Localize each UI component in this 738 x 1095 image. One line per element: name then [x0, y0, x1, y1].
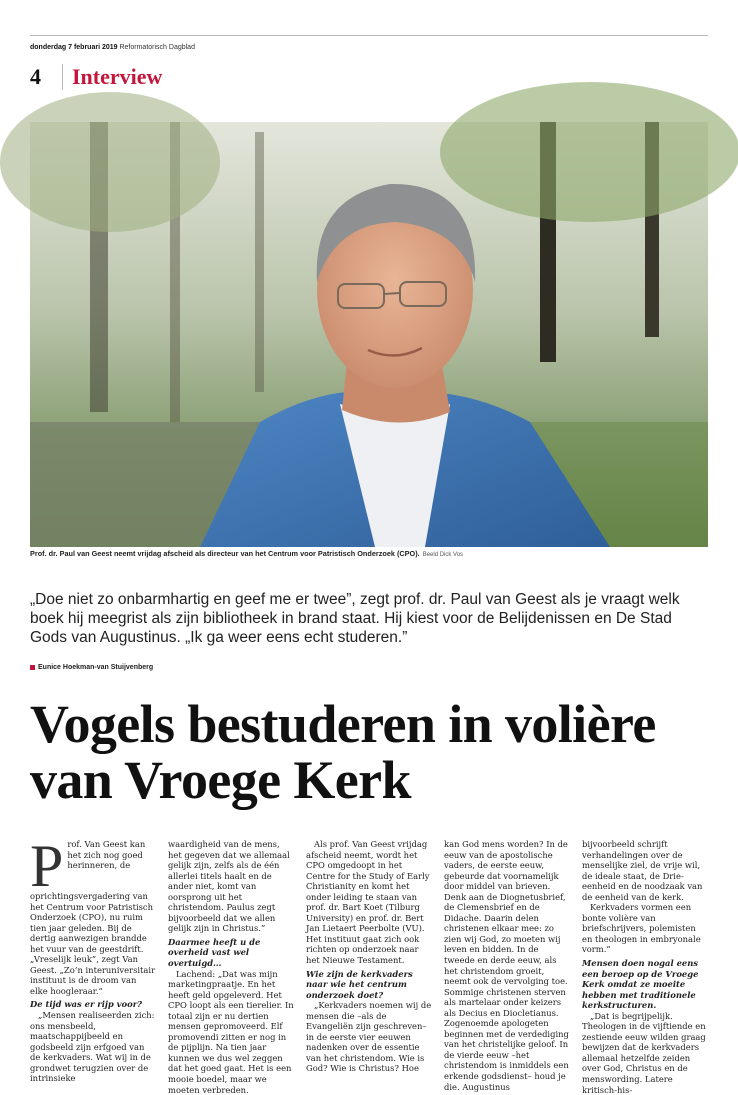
byline-marker [30, 665, 35, 670]
photo-caption [30, 549, 708, 558]
issue-date: donderdag 7 februari 2019 [30, 44, 118, 51]
portrait-illustration [30, 122, 708, 547]
top-rule [30, 35, 708, 36]
article-paragraph: „Mensen realiseerden zich: ons mensbeeld, maatschappijbeeld en godsbeeld zijn erfgoed van de kerkvaders. Wat wij in de grondwet terugzien over de intrinsieke [30, 1010, 155, 1084]
article-body [30, 833, 708, 1095]
article-paragraph: Als prof. Van Geest vrijdag afscheid neemt, wordt het CPO omgedoopt in het Centre for the Study of Early Christianity en komt het onder leiding te staan van prof. dr. Bart Koet (Tilburg University) en prof. dr. Bert Jan Lietaert Peerbolte (VU). Het instituut gaat zich ook richten op onderzoek naar het Nieuwe Testament. [306, 839, 430, 966]
article-paragraph: Kerkvaders vormen een bonte volière van briefschrijvers, polemisten en theologen in embryonale vorm.” [582, 902, 701, 955]
interview-question: Daarmee heeft u de overheid vast wel overtuigd… [168, 936, 261, 969]
dateline [30, 44, 195, 51]
caption-text: Prof. dr. Paul van Geest neemt vrijdag afscheid als directeur van het Centrum voor Patristisch Onderzoek (CPO). [30, 549, 420, 558]
article-column [168, 839, 294, 1095]
article-column [582, 839, 708, 1095]
article-paragraph: bijvoorbeeld schrijft verhandelingen over de menselijke ziel, de vrije wil, de ideale staat, de Drie-eenheid en de noodzaak van de eenheid van de kerk. [582, 839, 703, 902]
section-title: Interview [72, 64, 163, 89]
article-column [306, 839, 432, 1074]
intro-paragraph: „Doe niet zo onbarmhartig en geef me er twee”, zegt prof. dr. Paul van Geest als je vraagt welk boek hij meegrist als zijn bibliotheek in brand staat. Hij kiest voor de Belijdenissen en De Stad Gods van Augustinus. „Ik ga weer eens echt studeren.” [30, 591, 680, 646]
article-paragraph: kan God mens worden? In de eeuw van de apostolische vaders, de eerste eeuw, gebeurde dat voornamelijk door middel van brieven. Denk aan de Diognetusbrief, de Clemensbrief en de Didache. Daarin delen christenen elkaar mee: zo zien wij God, zo moeten wij leven en bidden. In de tweede en derde eeuw, als het christendom groeit, neemt ook de vervolging toe. Sommige christenen sterven als martelaar onder keizers als Decius en Diocletianus. Zogenoemde apologeten beginnen met de verdediging van het christelijke geloof. In de vierde eeuw –het christendom is inmiddels een erkende godsdienst– houd je die. Augustinus [444, 839, 569, 1092]
byline [30, 664, 153, 671]
interview-question: Wie zijn de kerkvaders naar wie het centrum onderzoek doet? [306, 968, 413, 1000]
page-number: 4 [30, 64, 41, 89]
article-paragraph: Prof. Van Geest kan het zich nog goed herinneren, de oprichtingsvergadering van het Centrum voor Patristisch Onderzoek (CPO), nu ruim tien jaar geleden. Bij de dertig aanwezigen brandde het vuur van de geestdrift. „Vreselijk leuk”, zegt Van Geest. „Zo’n interuniversitair instituut is de droom van elke hoogleraar.” [30, 833, 156, 996]
headline: Vogels bestuderen in volière van Vroege Kerk [30, 694, 656, 810]
photo-credit: Beeld Dick Vos [422, 552, 464, 558]
author-name: Eunice Hoekman-van Stuijvenberg [38, 664, 154, 671]
article-paragraph: „Dat is begrijpelijk. Theologen in de vijftiende en zestiende eeuw wilden graag bewijzen dat de kerkvaders allemaal hetzelfde zeiden over God, Christus en de menswording. Latere kritisch-his- [582, 1010, 706, 1095]
publication-name: Reformatorisch Dagblad [119, 44, 195, 51]
portrait-photo [30, 122, 708, 547]
interview-question: Mensen doen nogal eens een beroep op de Vroege Kerk omdat ze moeite hebben met traditionele kerkstructuren. [582, 958, 699, 1011]
article-paragraph: Lachend: „Dat was mijn marketingpraatje. En het heeft geld opgeleverd. Het CPO loopt als een tierelier. In totaal zijn er nu dertien mensen gepromoveerd. Elf promovendi zitten er nog in de pijplijn. Na tien jaar kunnen we dus wel zeggen dat het goed gaat. Het is een mooie boedel, maar we moeten verbreden. [168, 968, 294, 1095]
article-column [444, 839, 570, 1092]
interview-question: De tijd was er rijp voor? [30, 999, 143, 1010]
page-header [30, 62, 162, 92]
article-paragraph: waardigheid van de mens, het gegeven dat we allemaal gelijk zijn, zelfs als de één allerlei titels haalt en de ander niet, komt van oorsprong uit het christendom. Paulus zegt bijvoorbeeld dat we allen gelijk zijn in Christus.” [168, 839, 290, 934]
article-paragraph: „Kerkvaders noemen wij de mensen die –als de Evangeliën zijn geschreven– in de eerste vier eeuwen nadenken over de essentie van het christendom. Wie is God? Wie is Christus? Hoe [306, 1000, 432, 1074]
drop-cap: P [30, 833, 64, 899]
article-column [30, 833, 156, 1084]
header-divider [62, 64, 63, 90]
